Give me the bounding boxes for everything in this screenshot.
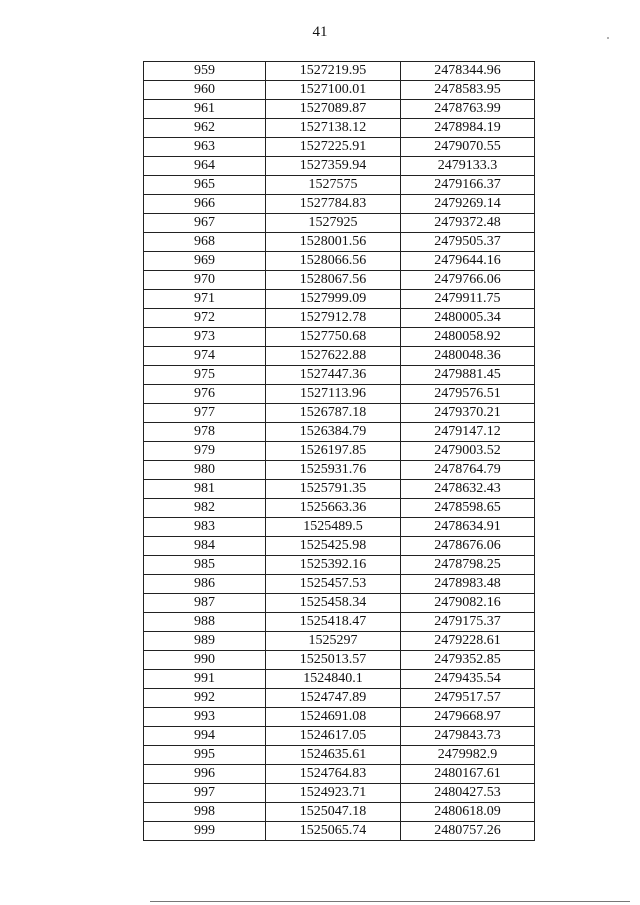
- point-number-cell: 967: [144, 214, 266, 233]
- table-row: [144, 138, 535, 157]
- table-row: [144, 480, 535, 499]
- y-coordinate-cell: 2479911.75: [401, 290, 535, 309]
- point-number-cell: 984: [144, 537, 266, 556]
- y-coordinate-cell: 2479435.54: [401, 670, 535, 689]
- table-row: [144, 404, 535, 423]
- table-row: [144, 157, 535, 176]
- point-number-cell: 959: [144, 62, 266, 81]
- y-coordinate-cell: 2478798.25: [401, 556, 535, 575]
- table-row: [144, 176, 535, 195]
- y-coordinate-cell: 2478634.91: [401, 518, 535, 537]
- x-coordinate-cell: 1527219.95: [266, 62, 401, 81]
- x-coordinate-cell: 1524840.1: [266, 670, 401, 689]
- table-row: [144, 708, 535, 727]
- table-row: [144, 290, 535, 309]
- x-coordinate-cell: 1527359.94: [266, 157, 401, 176]
- table-row: [144, 518, 535, 537]
- x-coordinate-cell: 1527925: [266, 214, 401, 233]
- y-coordinate-cell: 2479175.37: [401, 613, 535, 632]
- bottom-rule: [150, 901, 630, 902]
- point-number-cell: 966: [144, 195, 266, 214]
- y-coordinate-cell: 2479147.12: [401, 423, 535, 442]
- y-coordinate-cell: 2479982.9: [401, 746, 535, 765]
- y-coordinate-cell: 2479070.55: [401, 138, 535, 157]
- table-row: [144, 727, 535, 746]
- point-number-cell: 980: [144, 461, 266, 480]
- point-number-cell: 978: [144, 423, 266, 442]
- table-row: [144, 784, 535, 803]
- table-row: [144, 347, 535, 366]
- point-number-cell: 986: [144, 575, 266, 594]
- table-row: [144, 62, 535, 81]
- table-row: [144, 81, 535, 100]
- x-coordinate-cell: 1525931.76: [266, 461, 401, 480]
- point-number-cell: 993: [144, 708, 266, 727]
- table-row: [144, 423, 535, 442]
- point-number-cell: 987: [144, 594, 266, 613]
- point-number-cell: 964: [144, 157, 266, 176]
- y-coordinate-cell: 2478763.99: [401, 100, 535, 119]
- point-number-cell: 988: [144, 613, 266, 632]
- x-coordinate-cell: 1525013.57: [266, 651, 401, 670]
- point-number-cell: 972: [144, 309, 266, 328]
- point-number-cell: 975: [144, 366, 266, 385]
- y-coordinate-cell: 2479166.37: [401, 176, 535, 195]
- y-coordinate-cell: 2479517.57: [401, 689, 535, 708]
- point-number-cell: 999: [144, 822, 266, 841]
- table-row: [144, 100, 535, 119]
- point-number-cell: 994: [144, 727, 266, 746]
- table-row: [144, 575, 535, 594]
- point-number-cell: 997: [144, 784, 266, 803]
- x-coordinate-cell: 1525458.34: [266, 594, 401, 613]
- table-row: [144, 765, 535, 784]
- point-number-cell: 995: [144, 746, 266, 765]
- point-number-cell: 991: [144, 670, 266, 689]
- x-coordinate-cell: 1527089.87: [266, 100, 401, 119]
- y-coordinate-cell: 2480167.61: [401, 765, 535, 784]
- point-number-cell: 965: [144, 176, 266, 195]
- y-coordinate-cell: 2479576.51: [401, 385, 535, 404]
- table-row: [144, 252, 535, 271]
- table-row: [144, 689, 535, 708]
- y-coordinate-cell: 2478344.96: [401, 62, 535, 81]
- y-coordinate-cell: 2480005.34: [401, 309, 535, 328]
- point-number-cell: 968: [144, 233, 266, 252]
- table-row: [144, 537, 535, 556]
- x-coordinate-cell: 1524747.89: [266, 689, 401, 708]
- x-coordinate-cell: 1524617.05: [266, 727, 401, 746]
- table-row: [144, 746, 535, 765]
- point-number-cell: 981: [144, 480, 266, 499]
- y-coordinate-cell: 2479269.14: [401, 195, 535, 214]
- x-coordinate-cell: 1526384.79: [266, 423, 401, 442]
- table-row: [144, 651, 535, 670]
- y-coordinate-cell: 2479082.16: [401, 594, 535, 613]
- point-number-cell: 969: [144, 252, 266, 271]
- point-number-cell: 970: [144, 271, 266, 290]
- y-coordinate-cell: 2479370.21: [401, 404, 535, 423]
- x-coordinate-cell: 1527784.83: [266, 195, 401, 214]
- x-coordinate-cell: 1526197.85: [266, 442, 401, 461]
- y-coordinate-cell: 2479644.16: [401, 252, 535, 271]
- page-number: 41: [312, 24, 328, 40]
- point-number-cell: 992: [144, 689, 266, 708]
- table-row: [144, 594, 535, 613]
- x-coordinate-cell: 1527575: [266, 176, 401, 195]
- coordinates-table: [143, 61, 535, 841]
- table-row: [144, 461, 535, 480]
- x-coordinate-cell: 1527225.91: [266, 138, 401, 157]
- y-coordinate-cell: 2478598.65: [401, 499, 535, 518]
- point-number-cell: 989: [144, 632, 266, 651]
- y-coordinate-cell: 2478764.79: [401, 461, 535, 480]
- table-row: [144, 195, 535, 214]
- table-row: [144, 822, 535, 841]
- x-coordinate-cell: 1525297: [266, 632, 401, 651]
- y-coordinate-cell: 2478984.19: [401, 119, 535, 138]
- x-coordinate-cell: 1524764.83: [266, 765, 401, 784]
- y-coordinate-cell: 2478583.95: [401, 81, 535, 100]
- table-row: [144, 271, 535, 290]
- table-row: [144, 803, 535, 822]
- y-coordinate-cell: 2480058.92: [401, 328, 535, 347]
- x-coordinate-cell: 1524691.08: [266, 708, 401, 727]
- point-number-cell: 982: [144, 499, 266, 518]
- y-coordinate-cell: 2479843.73: [401, 727, 535, 746]
- y-coordinate-cell: 2480757.26: [401, 822, 535, 841]
- y-coordinate-cell: 2480618.09: [401, 803, 535, 822]
- x-coordinate-cell: 1525663.36: [266, 499, 401, 518]
- x-coordinate-cell: 1525418.47: [266, 613, 401, 632]
- table-row: [144, 309, 535, 328]
- y-coordinate-cell: 2479766.06: [401, 271, 535, 290]
- point-number-cell: 962: [144, 119, 266, 138]
- x-coordinate-cell: 1527138.12: [266, 119, 401, 138]
- y-coordinate-cell: 2478676.06: [401, 537, 535, 556]
- y-coordinate-cell: 2480048.36: [401, 347, 535, 366]
- x-coordinate-cell: 1527447.36: [266, 366, 401, 385]
- table-row: [144, 119, 535, 138]
- x-coordinate-cell: 1525791.35: [266, 480, 401, 499]
- scan-mark: [607, 37, 609, 39]
- x-coordinate-cell: 1527750.68: [266, 328, 401, 347]
- x-coordinate-cell: 1527113.96: [266, 385, 401, 404]
- x-coordinate-cell: 1524923.71: [266, 784, 401, 803]
- x-coordinate-cell: 1525457.53: [266, 575, 401, 594]
- x-coordinate-cell: 1528066.56: [266, 252, 401, 271]
- point-number-cell: 990: [144, 651, 266, 670]
- point-number-cell: 976: [144, 385, 266, 404]
- table-row: [144, 328, 535, 347]
- coordinates-table-body: [144, 62, 535, 841]
- point-number-cell: 996: [144, 765, 266, 784]
- y-coordinate-cell: 2478983.48: [401, 575, 535, 594]
- table-row: [144, 385, 535, 404]
- point-number-cell: 963: [144, 138, 266, 157]
- y-coordinate-cell: 2479372.48: [401, 214, 535, 233]
- x-coordinate-cell: 1525425.98: [266, 537, 401, 556]
- point-number-cell: 985: [144, 556, 266, 575]
- x-coordinate-cell: 1525392.16: [266, 556, 401, 575]
- y-coordinate-cell: 2479003.52: [401, 442, 535, 461]
- x-coordinate-cell: 1527100.01: [266, 81, 401, 100]
- point-number-cell: 977: [144, 404, 266, 423]
- x-coordinate-cell: 1525065.74: [266, 822, 401, 841]
- point-number-cell: 961: [144, 100, 266, 119]
- x-coordinate-cell: 1525489.5: [266, 518, 401, 537]
- y-coordinate-cell: 2479668.97: [401, 708, 535, 727]
- y-coordinate-cell: 2479505.37: [401, 233, 535, 252]
- table-row: [144, 214, 535, 233]
- y-coordinate-cell: 2479352.85: [401, 651, 535, 670]
- table-row: [144, 613, 535, 632]
- table-row: [144, 556, 535, 575]
- point-number-cell: 973: [144, 328, 266, 347]
- x-coordinate-cell: 1528001.56: [266, 233, 401, 252]
- point-number-cell: 983: [144, 518, 266, 537]
- x-coordinate-cell: 1524635.61: [266, 746, 401, 765]
- table-row: [144, 670, 535, 689]
- point-number-cell: 974: [144, 347, 266, 366]
- table-row: [144, 442, 535, 461]
- point-number-cell: 998: [144, 803, 266, 822]
- table-row: [144, 366, 535, 385]
- x-coordinate-cell: 1525047.18: [266, 803, 401, 822]
- y-coordinate-cell: 2480427.53: [401, 784, 535, 803]
- point-number-cell: 979: [144, 442, 266, 461]
- table-row: [144, 632, 535, 651]
- point-number-cell: 960: [144, 81, 266, 100]
- table-row: [144, 499, 535, 518]
- y-coordinate-cell: 2478632.43: [401, 480, 535, 499]
- x-coordinate-cell: 1528067.56: [266, 271, 401, 290]
- y-coordinate-cell: 2479228.61: [401, 632, 535, 651]
- y-coordinate-cell: 2479881.45: [401, 366, 535, 385]
- x-coordinate-cell: 1526787.18: [266, 404, 401, 423]
- x-coordinate-cell: 1527622.88: [266, 347, 401, 366]
- table-row: [144, 233, 535, 252]
- x-coordinate-cell: 1527999.09: [266, 290, 401, 309]
- y-coordinate-cell: 2479133.3: [401, 157, 535, 176]
- x-coordinate-cell: 1527912.78: [266, 309, 401, 328]
- point-number-cell: 971: [144, 290, 266, 309]
